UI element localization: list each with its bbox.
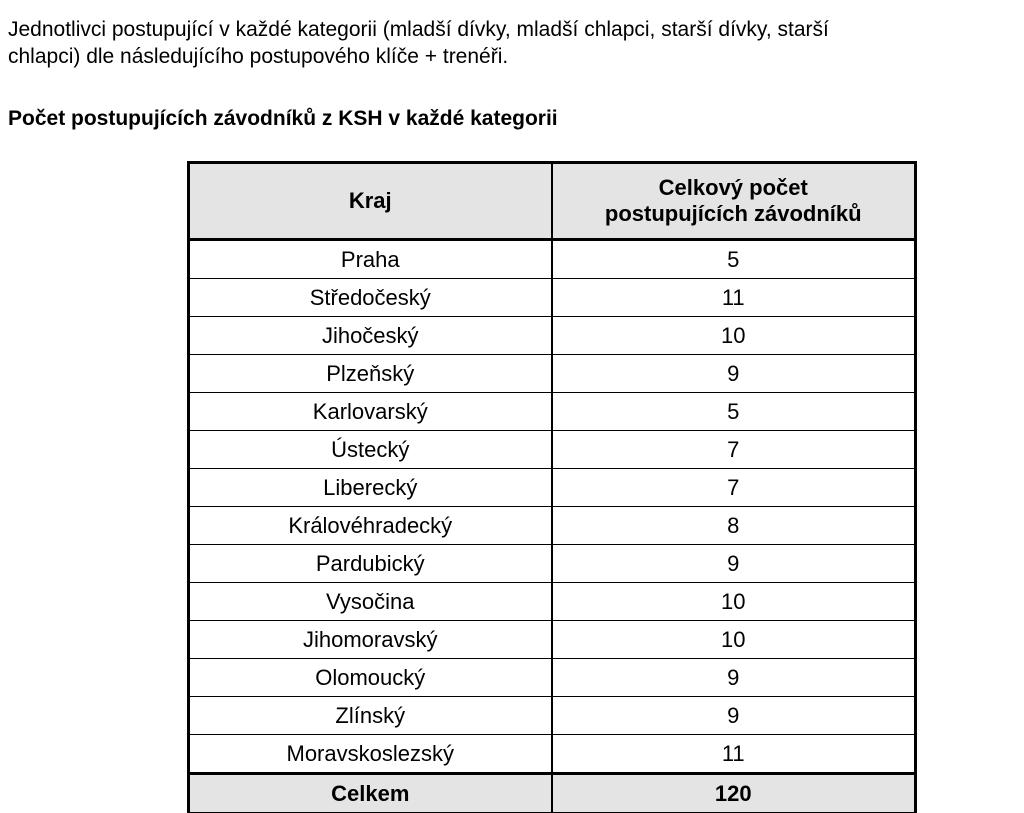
qualifiers-table [187, 161, 917, 813]
count-cell: 11 [552, 279, 916, 317]
count-cell: 9 [552, 545, 916, 583]
region-cell: Vysočina [189, 583, 552, 621]
header-total [552, 163, 916, 240]
table-heading: Počet postupujících závodníků z KSH v každé kategorii [8, 107, 558, 130]
table-row [189, 240, 916, 279]
table-row [189, 545, 916, 583]
region-cell: Karlovarský [189, 393, 552, 431]
total-value: 120 [552, 774, 916, 813]
region-cell: Plzeňský [189, 355, 552, 393]
count-cell: 8 [552, 507, 916, 545]
table-row [189, 735, 916, 774]
table-row [189, 393, 916, 431]
count-cell: 5 [552, 240, 916, 279]
intro-paragraph [8, 16, 1018, 70]
table-row [189, 431, 916, 469]
table-row [189, 317, 916, 355]
region-cell: Praha [189, 240, 552, 279]
count-cell: 11 [552, 735, 916, 774]
region-cell: Zlínský [189, 697, 552, 735]
region-cell: Královéhradecký [189, 507, 552, 545]
count-cell: 9 [552, 355, 916, 393]
header-region: Kraj [189, 163, 552, 240]
region-cell: Jihočeský [189, 317, 552, 355]
table-row [189, 583, 916, 621]
table-row [189, 355, 916, 393]
region-cell: Ústecký [189, 431, 552, 469]
count-cell: 10 [552, 621, 916, 659]
count-cell: 10 [552, 583, 916, 621]
region-cell: Středočeský [189, 279, 552, 317]
count-cell: 9 [552, 697, 916, 735]
table-row [189, 469, 916, 507]
table-row [189, 659, 916, 697]
table-row [189, 621, 916, 659]
region-cell: Pardubický [189, 545, 552, 583]
count-cell: 7 [552, 469, 916, 507]
table-row [189, 279, 916, 317]
region-cell: Moravskoslezský [189, 735, 552, 774]
count-cell: 10 [552, 317, 916, 355]
region-cell: Olomoucký [189, 659, 552, 697]
intro-line-2: chlapci) dle následujícího postupového klíče + trenéři. [8, 45, 509, 68]
table-row [189, 507, 916, 545]
table-header-row [189, 163, 916, 240]
count-cell: 5 [552, 393, 916, 431]
total-label: Celkem [189, 774, 552, 813]
count-cell: 9 [552, 659, 916, 697]
region-cell: Liberecký [189, 469, 552, 507]
count-cell: 7 [552, 431, 916, 469]
region-cell: Jihomoravský [189, 621, 552, 659]
intro-line-1: Jednotlivci postupující v každé kategorii (mladší dívky, mladší chlapci, starší dívky, starší [8, 18, 829, 41]
header-total-line-1: Celkový počet [658, 175, 808, 200]
table-row [189, 697, 916, 735]
header-total-line-2: postupujících závodníků [604, 201, 862, 226]
